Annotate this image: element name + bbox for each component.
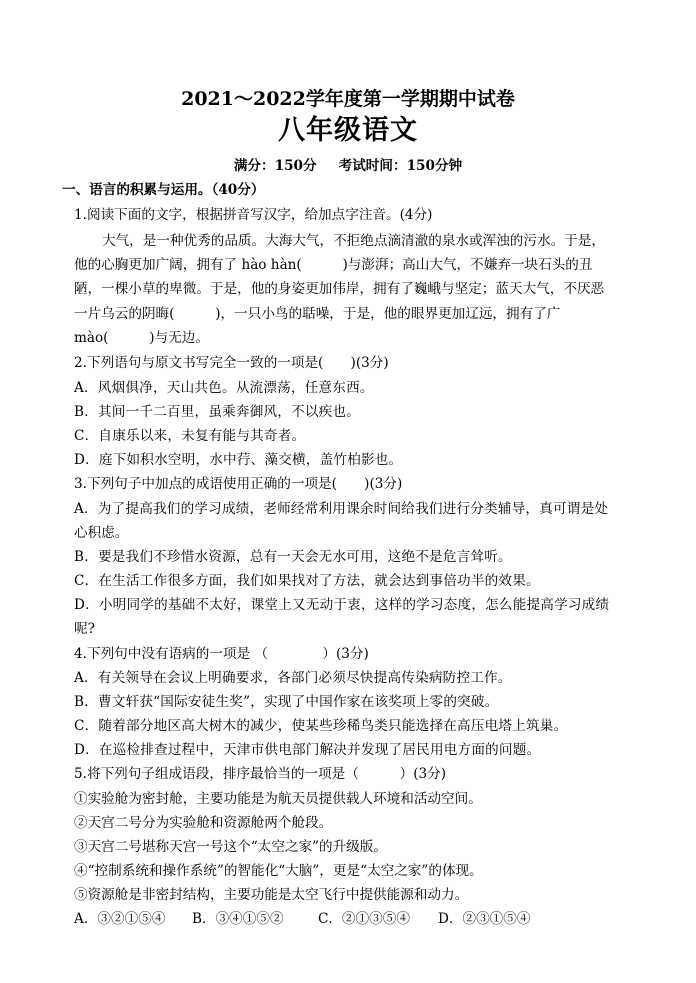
q1-passage-line: 大气，是一种优秀的品质。大海大气，不拒绝点滴清澈的泉水或浑浊的污水。于是，	[102, 233, 605, 249]
q4-option-a: A．有关领导在会议上明确要求，各部门必须尽快提高传染病防控工作。	[74, 670, 512, 686]
exam-title: 2021～2022学年度第一学期期中试卷	[181, 88, 515, 110]
q2-option-a: A．风烟俱净，天山共色。从流漂荡，任意东西。	[74, 380, 374, 396]
q3-option-a-cont: 心积虑。	[74, 525, 129, 541]
q5-stem: 5.将下列句子组成语段，排序最恰当的一项是（ ）(3分)	[74, 766, 447, 782]
q3-option-a: A．为了提高我们的学习成绩，老师经常利用课余时间给我们进行分类辅导，真可谓是处	[74, 501, 609, 517]
q4-option-d: D．在巡检排查过程中，天津市供电部门解决并发现了居民用电方面的问题。	[74, 742, 541, 758]
q5-sentence: ③天宫二号堪称天宫一号这个“太空之家”的升级版。	[74, 839, 387, 855]
q5-sentence: ④“控制系统和操作系统”的智能化“大脑”，更是“太空之家”的体现。	[74, 863, 483, 879]
q2-option-c: C．自康乐以来，未复有能与其奇者。	[74, 428, 306, 444]
q4-stem: 4.下列句中没有语病的一项是 （ ）(3分)	[74, 646, 369, 662]
q4-option-b: B．曹文轩获“国际安徒生奖”，实现了中国作家在该奖项上零的突破。	[74, 694, 499, 710]
q2-stem: 2.下列语句与原文书写完全一致的一项是( )(3分)	[74, 355, 389, 371]
q1-stem: 1.阅读下面的文字，根据拼音写汉字，给加点字注音。(4分)	[74, 207, 433, 223]
q1-passage-line: 一片乌云的阴晦( )，一只小鸟的聒噪，于是，他的眼界更加辽远，拥有了广	[74, 306, 561, 322]
q5-option-b: B．③④①⑤②	[192, 911, 284, 927]
q1-passage-line: 陋，一棵小草的卑微。于是，他的身姿更加伟岸，拥有了巍峨与坚定；蓝天大气，不厌恶	[74, 281, 605, 297]
q3-option-c: C．在生活工作很多方面，我们如果找对了方法，就会达到事倍功半的效果。	[74, 573, 540, 589]
q5-sentence: ①实验舱为密封舱，主要功能是为航天员提供载人环境和活动空间。	[74, 791, 482, 807]
q3-stem: 3.下列句子中加点的成语使用正确的一项是( )(3分)	[74, 476, 403, 492]
q3-option-d: D．小明同学的基础不太好，课堂上又无动于衷，这样的学习态度，怎么能提高学习成绩	[74, 597, 610, 613]
q5-option-a: A．③②①⑤④	[74, 911, 166, 927]
q1-passage-line: 他的心胸更加广阔，拥有了 hào hàn( )与澎湃；高山大气，不嫌弃一块石头的丑	[74, 257, 593, 273]
q4-option-c: C．随着部分地区高大树木的减少，使某些珍稀鸟类只能选择在高压电塔上筑巢。	[74, 718, 568, 734]
q2-option-b: B．其间一千二百里，虽乘奔御风，不以疾也。	[74, 404, 361, 420]
q5-sentence: ②天宫二号分为实验舱和资源舱两个舱段。	[74, 815, 333, 831]
exam-info	[0, 156, 696, 176]
time-text: 考试时间：150分钟	[338, 158, 463, 174]
q2-option-d: D．庭下如积水空明，水中荇、藻交横，盖竹柏影也。	[74, 452, 403, 468]
q1-passage-line: mào( )与无边。	[74, 330, 209, 346]
score-text: 满分：150分	[233, 158, 317, 174]
q5-option-c: C．②①③⑤④	[318, 911, 410, 927]
q3-option-b: B．要是我们不珍惜水资源，总有一天会无水可用，这绝不是危言耸听。	[74, 549, 512, 565]
section-heading: 一、语言的积累与运用。（40分）	[62, 182, 265, 198]
q5-sentence: ⑤资源舱是非密封结构，主要功能是太空飞行中提供能源和动力。	[74, 887, 469, 903]
subject-title: 八年级语文	[278, 115, 418, 146]
q3-option-d-cont: 呢?	[74, 621, 95, 637]
q5-option-d: D．②③①⑤④	[438, 911, 531, 927]
